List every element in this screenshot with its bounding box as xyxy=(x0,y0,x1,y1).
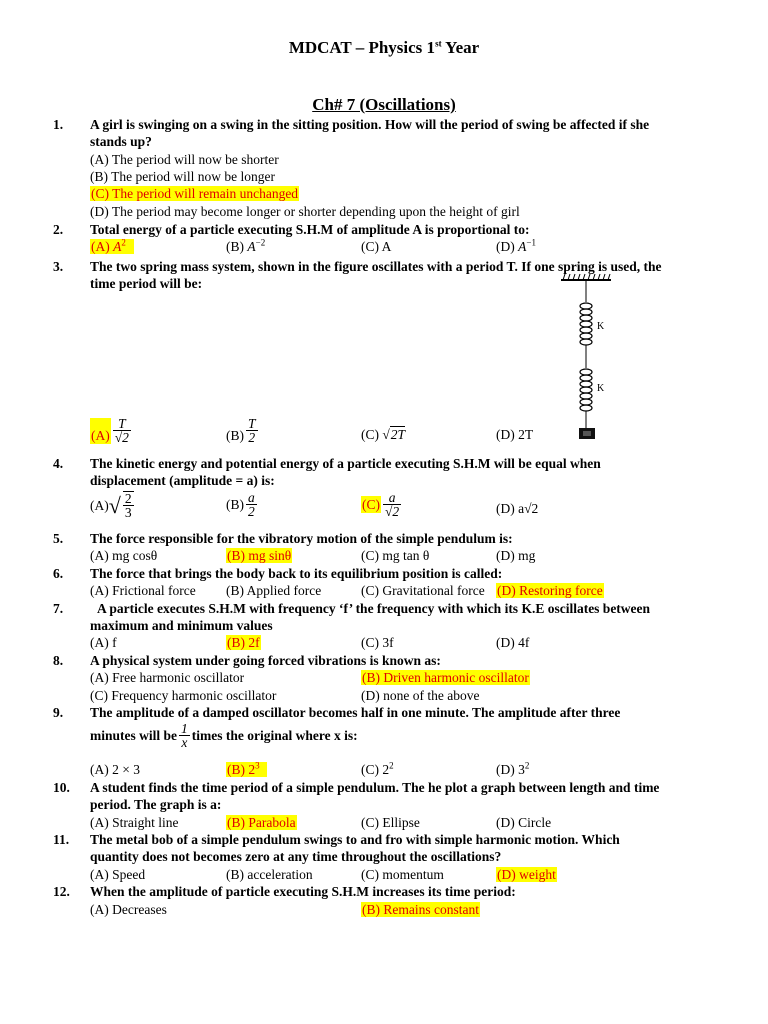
option-d: (D) 4f xyxy=(496,635,530,650)
question-number: 7. xyxy=(53,601,64,616)
question-number: 1. xyxy=(53,117,64,132)
chapter-title: Ch# 7 (Oscillations) xyxy=(312,95,456,114)
option-b-answer: (B) mg sinθ xyxy=(227,548,292,563)
option-b-answer: (B) 2f xyxy=(227,635,260,650)
option-d: (D) $A^{-1}$ xyxy=(496,237,536,254)
question-text: quantity does not becomes zero at any time throughout the oscillations? xyxy=(90,849,502,864)
question-number: 9. xyxy=(53,705,64,720)
spring-label: K xyxy=(597,383,605,394)
option-c: (C) $2^2$ xyxy=(361,760,394,777)
question-text: The metal bob of a simple pendulum swings to and fro with simple harmonic motion. Which xyxy=(90,832,620,847)
option-a: (A) 2 × 3 xyxy=(90,762,140,777)
option-b-answer: (B) Remains constant xyxy=(362,902,479,917)
option-d: (D) 2T xyxy=(496,427,534,442)
option-b-answer: (B) Parabola xyxy=(227,815,296,830)
option-c: (C) mg tan θ xyxy=(361,548,430,563)
option-c: (C) Ellipse xyxy=(361,815,420,830)
question-number: 2. xyxy=(53,222,64,237)
option-c: (C) A xyxy=(361,239,392,254)
document-title: MDCAT – Physics 1st Year xyxy=(288,38,480,57)
option-d: (D) Circle xyxy=(496,815,552,830)
option-b-answer: (B) Driven harmonic oscillator xyxy=(362,670,529,685)
option-b: (B) $\frac{T}{2}$ xyxy=(226,416,256,445)
question-text: The two spring mass system, shown in the figure oscillates with a period T. If one spring is used, the xyxy=(90,259,662,274)
option-a: (A) Decreases xyxy=(90,902,167,917)
question-number: 10. xyxy=(53,780,70,795)
option-d-answer: (D) Restoring force xyxy=(497,583,603,598)
option-a: (A) Speed xyxy=(90,867,146,882)
option-d: (D) $3^2$ xyxy=(496,760,530,777)
question-number: 6. xyxy=(53,566,64,581)
option-c: (C) Gravitational force xyxy=(361,583,485,598)
question-text: displacement (amplitude = a) is: xyxy=(90,473,275,488)
question-text: time period will be: xyxy=(90,276,203,291)
option-c: (C) 3f xyxy=(361,635,394,650)
question-text: period. The graph is a: xyxy=(90,797,222,812)
option-d: (D) mg xyxy=(496,548,536,563)
question-number: 11. xyxy=(53,832,70,847)
question-text: When the amplitude of particle executing S.H.M increases its time period: xyxy=(90,884,516,899)
question-number: 4. xyxy=(53,456,64,471)
option-d: (D) The period may become longer or shorter depending upon the height of girl xyxy=(90,204,520,219)
option-c: (C) Frequency harmonic oscillator xyxy=(90,688,277,703)
question-text: The force responsible for the vibratory motion of the simple pendulum is: xyxy=(90,531,513,546)
question-text: A girl is swinging on a swing in the sitting position. How will the period of swing be affected if she xyxy=(90,117,650,132)
question-text: minutes will be $\frac{1}{x}$ times the original where x is: xyxy=(90,721,358,750)
question-number: 5. xyxy=(53,531,64,546)
question-number: 12. xyxy=(53,884,70,899)
option-a: (A)√ $\frac{2}{3}$ xyxy=(90,491,132,520)
option-c-answer: (C) The period will remain unchanged xyxy=(91,186,299,201)
question-text: The amplitude of a damped oscillator becomes half in one minute. The amplitude after three xyxy=(90,705,621,720)
option-b: (B) acceleration xyxy=(226,867,313,882)
option-a: (A) mg cosθ xyxy=(90,548,158,563)
option-b: (B) $\frac{a}{2}$ xyxy=(226,490,255,519)
question-text: A particle executes S.H.M with frequency ‘f’ the frequency with which its K.E oscillates between xyxy=(97,601,651,616)
option-b: (B) The period will now be longer xyxy=(90,169,275,184)
option-b: (B) Applied force xyxy=(226,583,322,598)
option-a: (A) The period will now be shorter xyxy=(90,152,279,167)
option-b-answer: (B) $2^3$ xyxy=(226,761,267,778)
question-text: The force that brings the body back to its equilibrium position is called: xyxy=(90,566,503,581)
option-c: (C) √2T xyxy=(361,427,406,442)
option-a-answer: (A) $\frac{T}{√2}$ xyxy=(91,416,129,445)
option-c-answer: (C) $\frac{a}{√2}$ xyxy=(362,490,400,519)
option-d: (D) none of the above xyxy=(361,688,480,703)
option-b: (B) $A^{-2}$ xyxy=(226,237,266,254)
option-d-answer: (D) weight xyxy=(497,867,556,882)
option-c: (C) momentum xyxy=(361,867,444,882)
option-a: (A) f xyxy=(90,635,117,650)
question-text: maximum and minimum values xyxy=(90,618,273,633)
question-text: Total energy of a particle executing S.H.M of amplitude A is proportional to: xyxy=(90,222,530,237)
question-text: A student finds the time period of a simple pendulum. The he plot a graph between length and time xyxy=(90,780,660,795)
question-number: 8. xyxy=(53,653,64,668)
option-d: (D) a√2 xyxy=(496,501,539,516)
option-a: (A) Frictional force xyxy=(90,583,196,598)
question-text: The kinetic energy and potential energy of a particle executing S.H.M will be equal when xyxy=(90,456,601,471)
question-number: 3. xyxy=(53,259,64,274)
question-text: stands up? xyxy=(90,134,152,149)
spring-label: K xyxy=(597,321,605,332)
spring-mass-figure xyxy=(555,272,625,444)
option-a: (A) Straight line xyxy=(90,815,179,830)
option-a-answer: (A) $A^2$ xyxy=(90,238,134,255)
option-a: (A) Free harmonic oscillator xyxy=(90,670,245,685)
question-text: A physical system under going forced vibrations is known as: xyxy=(90,653,441,668)
